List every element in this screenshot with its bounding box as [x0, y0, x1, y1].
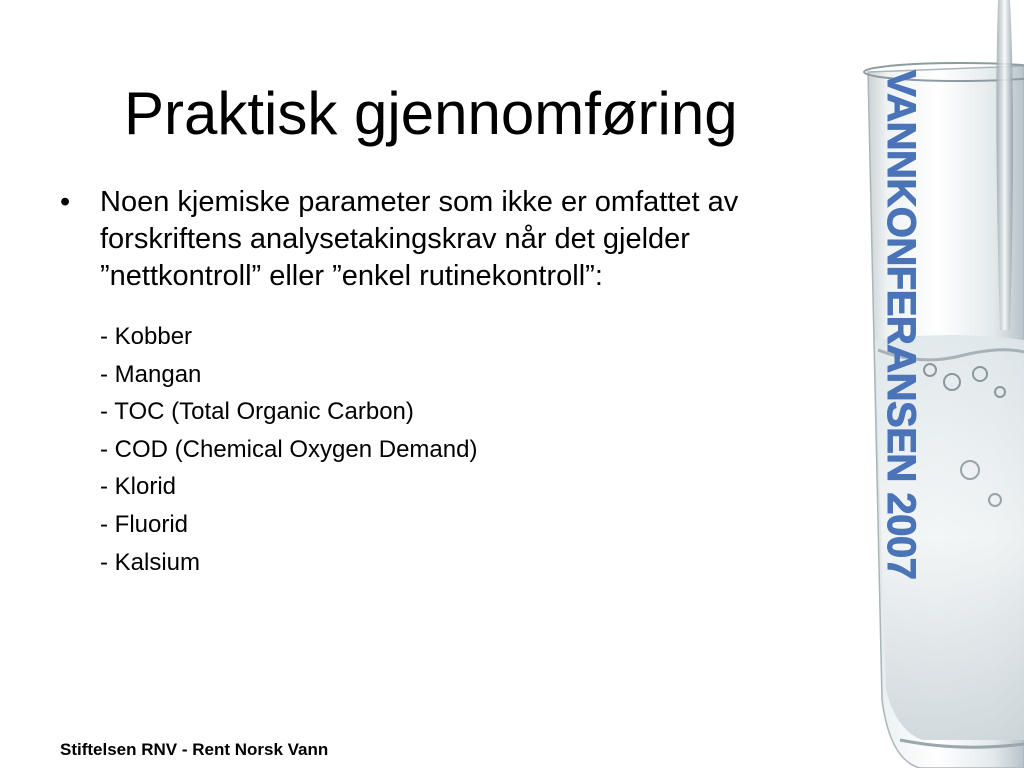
parameter-item: - Fluorid	[100, 510, 189, 538]
parameter-list	[100, 318, 477, 581]
parameter-item: - Klorid	[100, 473, 177, 501]
main-bullet	[60, 184, 830, 295]
parameter-item: - Mangan	[100, 360, 202, 388]
bullet-marker: •	[60, 186, 71, 218]
parameter-item: - COD (Chemical Oxygen Demand)	[100, 435, 478, 463]
parameter-item: - TOC (Total Organic Carbon)	[100, 398, 414, 426]
bullet-text: Noen kjemiske parameter som ikke er omfattet av forskriftens analysetakingskrav når det gjelder ”nettkontroll” eller ”enkel rutinekontroll”:	[100, 186, 739, 292]
parameter-item: - Kobber	[100, 323, 193, 350]
brand-text: VANNKONFERANSEN 2007	[879, 70, 923, 580]
slide-title: Praktisk gjennomføring	[124, 80, 738, 147]
vertical-brand-logo	[879, 70, 923, 730]
parameter-item: - Kalsium	[100, 548, 201, 576]
footer-text: Stiftelsen RNV - Rent Norsk Vann	[60, 740, 329, 759]
